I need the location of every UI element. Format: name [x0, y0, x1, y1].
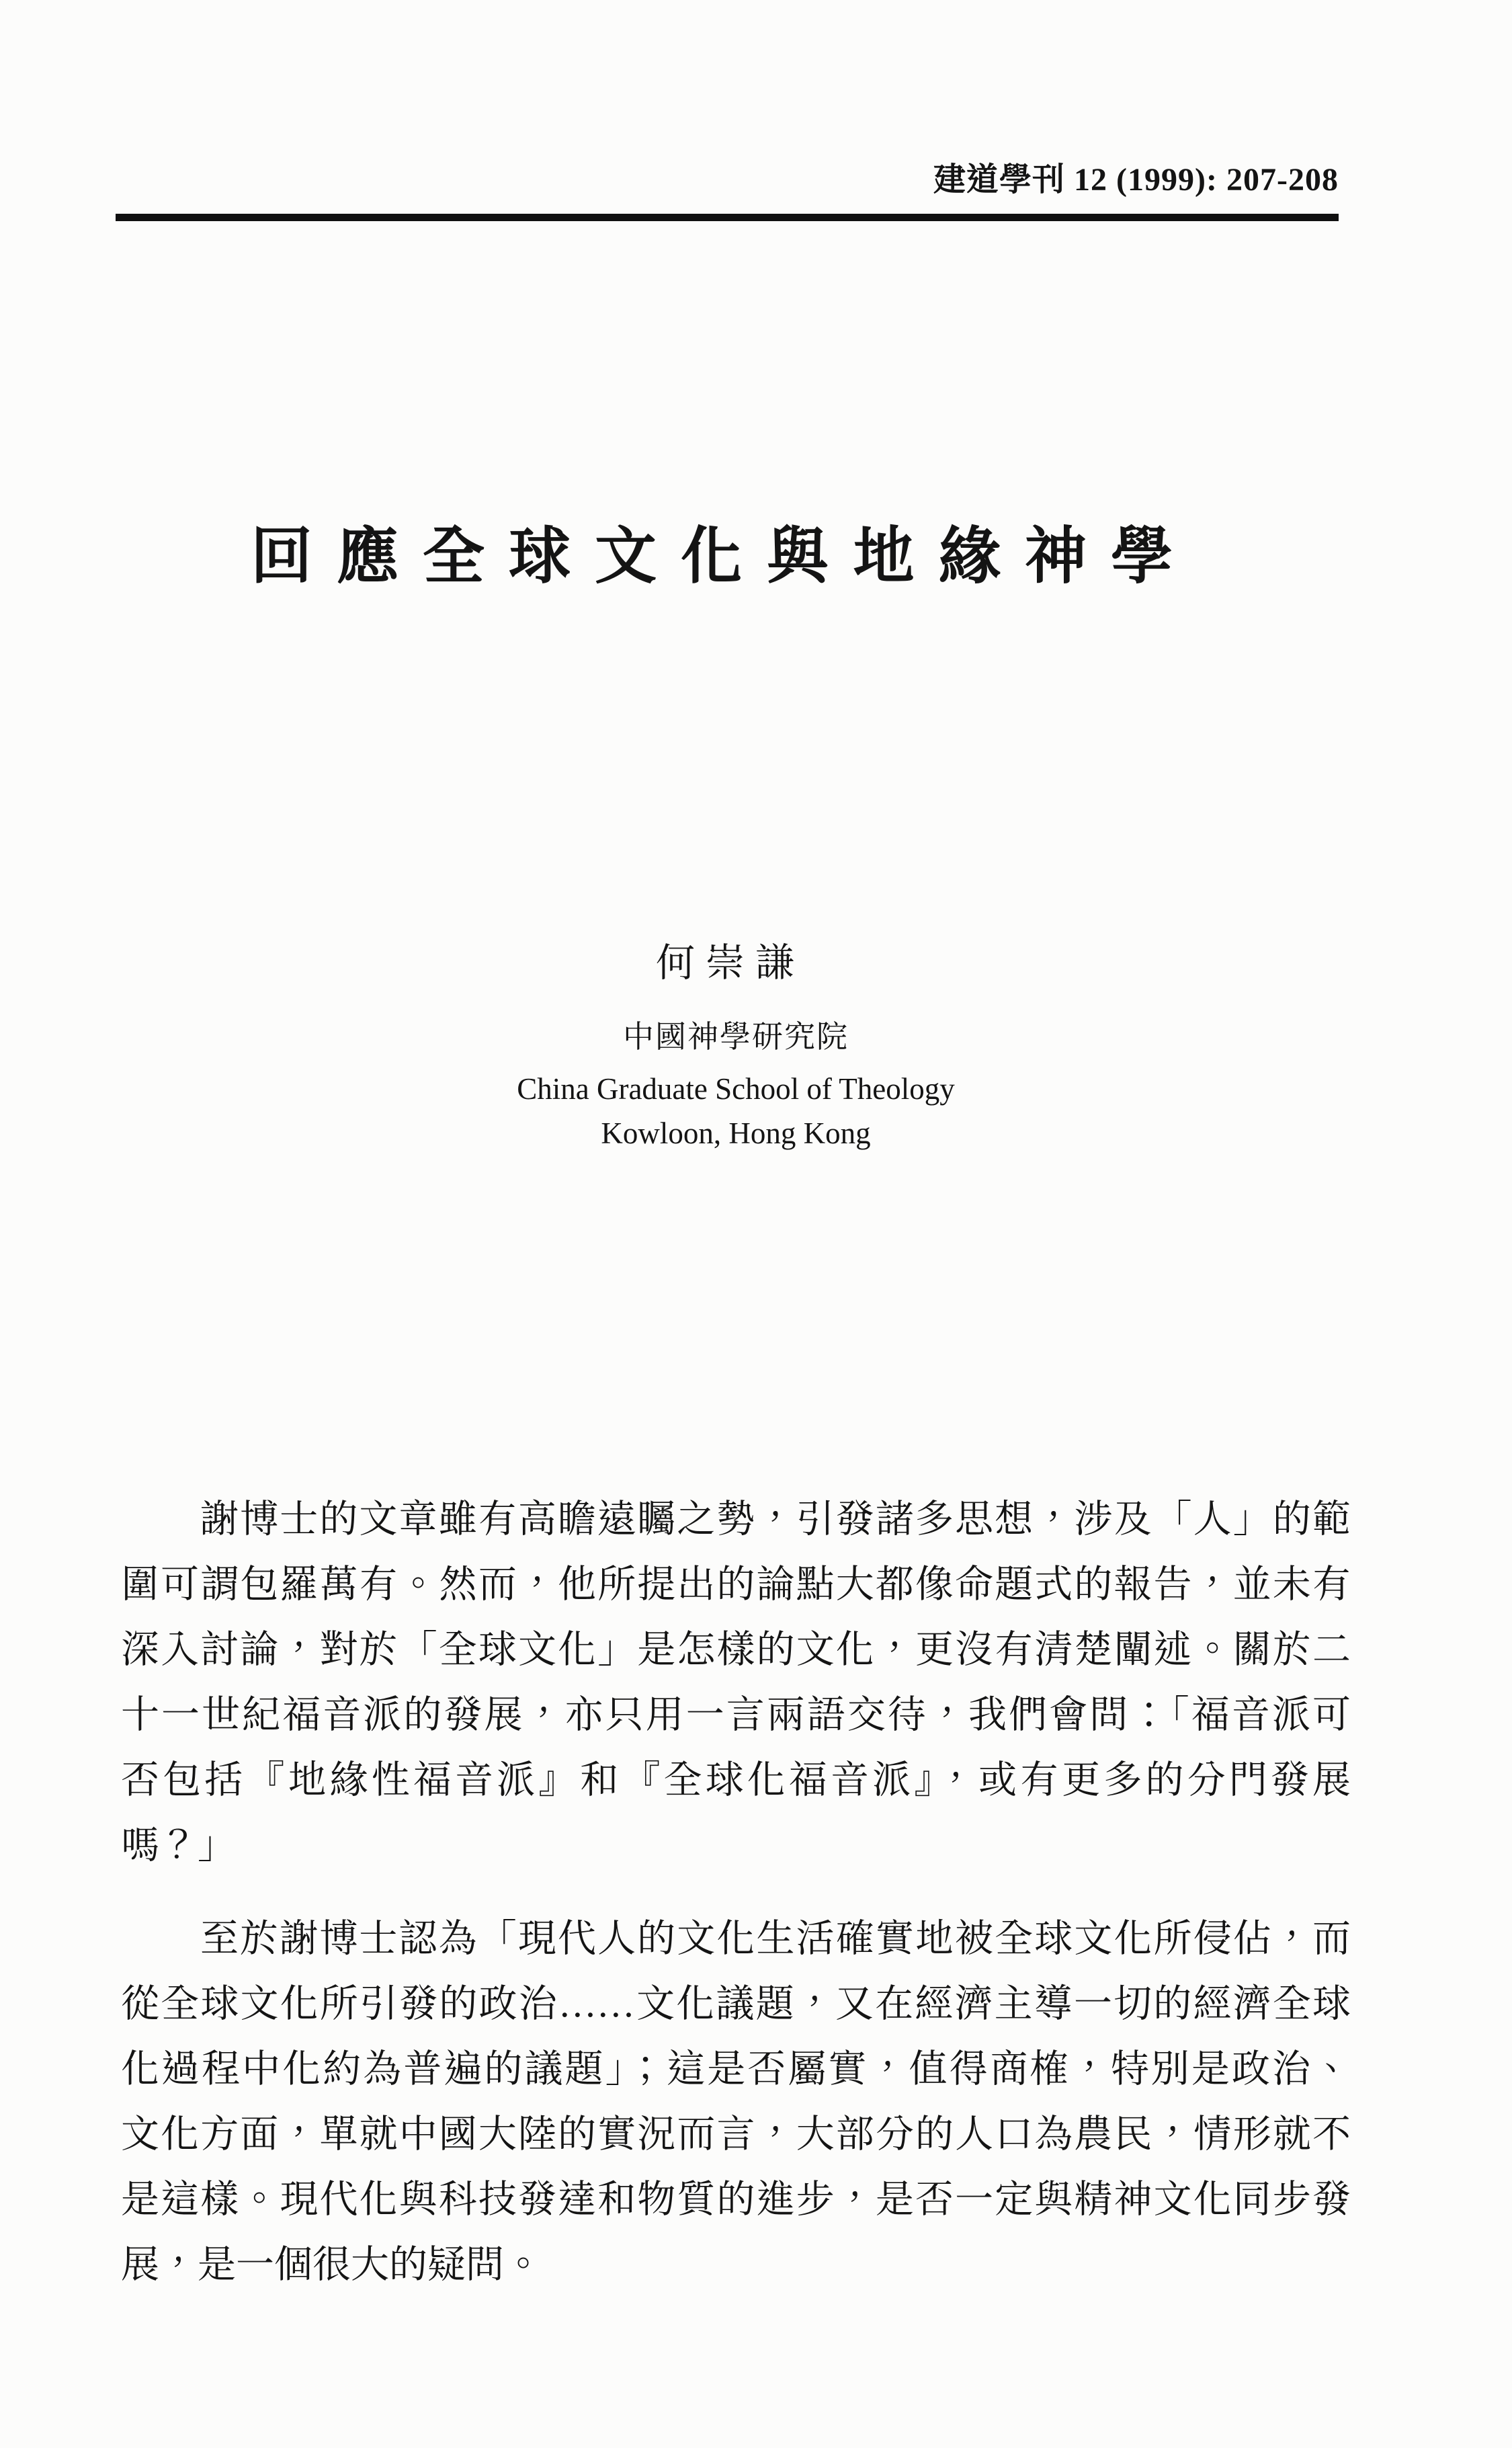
article-title: 回應全球文化與地緣神學 — [250, 522, 1197, 591]
body-text-line: 十一世紀福音派的發展，亦只用一言兩語交待，我們會問：「福音派可 — [121, 1694, 1351, 1736]
body-text-line: 從全球文化所引發的政治……文化議題，又在經濟主導一切的經濟全球 — [121, 1983, 1351, 2025]
body-text-line: 深入討論，對於「全球文化」是怎樣的文化，更沒有清楚闡述。關於二 — [121, 1629, 1351, 1671]
body-text-line: 嗎？」 — [121, 1824, 236, 1867]
body-text-line: 謝博士的文章雖有高瞻遠矚之勢，引發諸多思想，涉及「人」的範 — [200, 1498, 1351, 1541]
journal-citation: 建道學刊 12 (1999): 207-208 — [933, 162, 1339, 198]
body-text-line: 至於謝博士認為「現代人的文化生活確實地被全球文化所侵佔，而 — [200, 1918, 1351, 1960]
paragraph — [121, 1906, 1351, 2297]
article-body — [121, 1487, 1351, 2297]
body-text-line: 圍可謂包羅萬有。然而，他所提出的論點大都像命題式的報告，並未有 — [121, 1563, 1351, 1606]
body-text-line: 展，是一個很大的疑問。 — [121, 2244, 542, 2286]
body-text-line: 否包括『地緣性福音派』和『全球化福音派』，或有更多的分門發展 — [121, 1759, 1351, 1801]
body-text-line: 是這樣。現代化與科技發達和物質的進步，是否一定與精神文化同步發 — [121, 2178, 1351, 2221]
paragraph — [121, 1487, 1351, 1878]
body-text-line: 文化方面，單就中國大陸的實況而言，大部分的人口為農民，情形就不 — [121, 2113, 1351, 2156]
body-text-line: 化過程中化約為普遍的議題」；這是否屬實，值得商榷，特別是政治、 — [121, 2048, 1351, 2090]
header-rule — [116, 214, 1339, 221]
author-affiliation-chinese: 中國神學研究院 — [623, 1020, 849, 1054]
author-name: 何崇謙 — [655, 941, 805, 985]
author-affiliation-english: China Graduate School of Theology — [517, 1072, 955, 1106]
author-location: Kowloon, Hong Kong — [601, 1116, 871, 1150]
